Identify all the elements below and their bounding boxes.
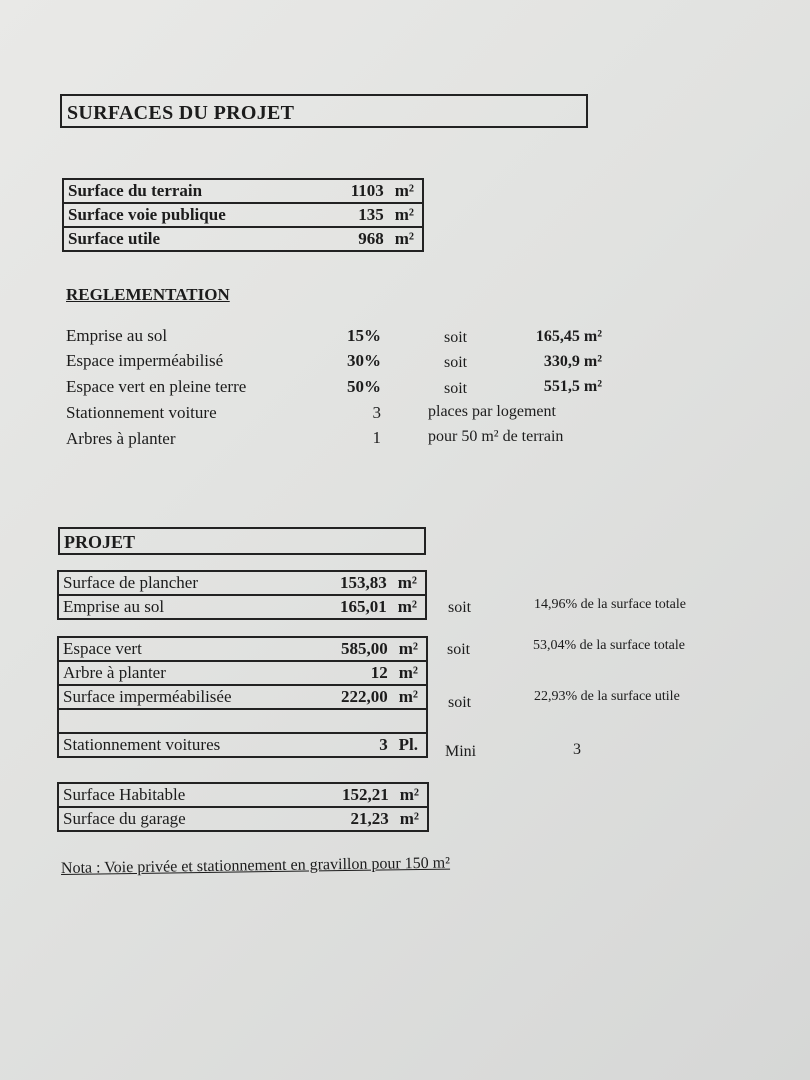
reg-label: Espace vert en pleine terre [66,377,247,396]
side-percent: 53,04% de la surface totale [533,638,685,653]
projet-unit: m² [397,573,417,592]
plancher-table [57,570,427,620]
side-soit: soit [447,641,471,658]
projet-unit: Pl. [398,735,418,754]
projet-value: 585,00 [341,639,388,658]
reg-label: Stationnement voiture [66,403,217,422]
table-row [58,709,427,733]
table-row [58,783,428,807]
projet-value: 152,21 [342,785,389,804]
side-soit: soit [448,599,472,616]
projet-heading: PROJET [64,532,136,552]
reg-result: 330,9 m² [543,353,602,370]
terrain-value: 135 [358,205,384,224]
reg-value: 3 [372,403,381,422]
projet-value-empty [291,709,427,733]
reg-value: 30% [347,351,381,370]
terrain-unit: m² [394,229,414,248]
table-row [63,227,423,251]
terrain-value: 1103 [350,181,384,200]
table-row [63,203,423,227]
projet-label: Espace vert [58,637,291,661]
reglementation-heading: REGLEMENTATION [66,285,230,304]
projet-unit: m² [398,663,418,682]
reg-soit: soit [444,380,468,397]
reg-soit: soit [444,354,468,371]
side-percent: 14,96% de la surface totale [534,597,686,612]
projet-label: Arbre à planter [58,661,291,685]
table-row [58,637,427,661]
projet-label: Emprise au sol [58,595,272,619]
terrain-label: Surface voie publique [63,203,303,227]
table-row [63,179,423,203]
projet-unit: m² [397,597,417,616]
terrain-unit: m² [394,181,414,200]
side-mini-label: Mini [445,743,477,760]
reg-text: places par logement [428,403,556,420]
reg-label: Arbres à planter [66,429,176,448]
reg-value: 1 [372,428,381,447]
projet-value: 153,83 [340,573,387,592]
reg-text: pour 50 m² de terrain [428,428,564,445]
side-mini-value: 3 [573,741,581,758]
projet-unit: m² [398,687,418,706]
projet-unit: m² [399,785,419,804]
projet-value: 222,00 [341,687,388,706]
terrain-label: Surface utile [63,227,303,251]
projet-label: Surface du garage [58,807,265,831]
projet-box [58,527,426,555]
projet-label-empty [58,709,291,733]
reg-value: 15% [347,326,381,345]
side-percent: 22,93% de la surface utile [534,689,680,704]
projet-label: Stationnement voitures [58,733,291,757]
table-row [58,733,427,757]
projet-value: 21,23 [350,809,389,828]
projet-value: 3 [379,735,388,754]
projet-label: Surface de plancher [58,571,272,595]
projet-value: 12 [370,663,388,682]
page-title: SURFACES DU PROJET [67,102,295,124]
table-row [58,595,426,619]
projet-unit: m² [399,809,419,828]
table-row [58,571,426,595]
table-row [58,661,427,685]
terrain-value: 968 [358,229,384,248]
nota-text: Nota : Voie privée et stationnement en gravillon pour 150 m² [60,854,451,877]
side-soit: soit [448,694,472,711]
reg-label: Espace imperméabilisé [66,351,224,370]
projet-label: Surface imperméabilisée [58,685,291,709]
reg-soit: soit [444,329,468,346]
terrain-unit: m² [394,205,414,224]
reg-result: 551,5 m² [543,378,602,395]
title-box [60,94,588,128]
habitable-table [57,782,429,832]
terrain-label: Surface du terrain [63,179,303,203]
projet-label: Surface Habitable [58,783,265,807]
reg-value: 50% [347,377,381,396]
vert-table [57,636,428,758]
reg-result: 165,45 m² [535,328,602,345]
projet-unit: m² [398,639,418,658]
table-row [58,807,428,831]
reg-label: Emprise au sol [66,326,168,345]
terrain-table [62,178,424,252]
table-row [58,685,427,709]
projet-value: 165,01 [340,597,387,616]
